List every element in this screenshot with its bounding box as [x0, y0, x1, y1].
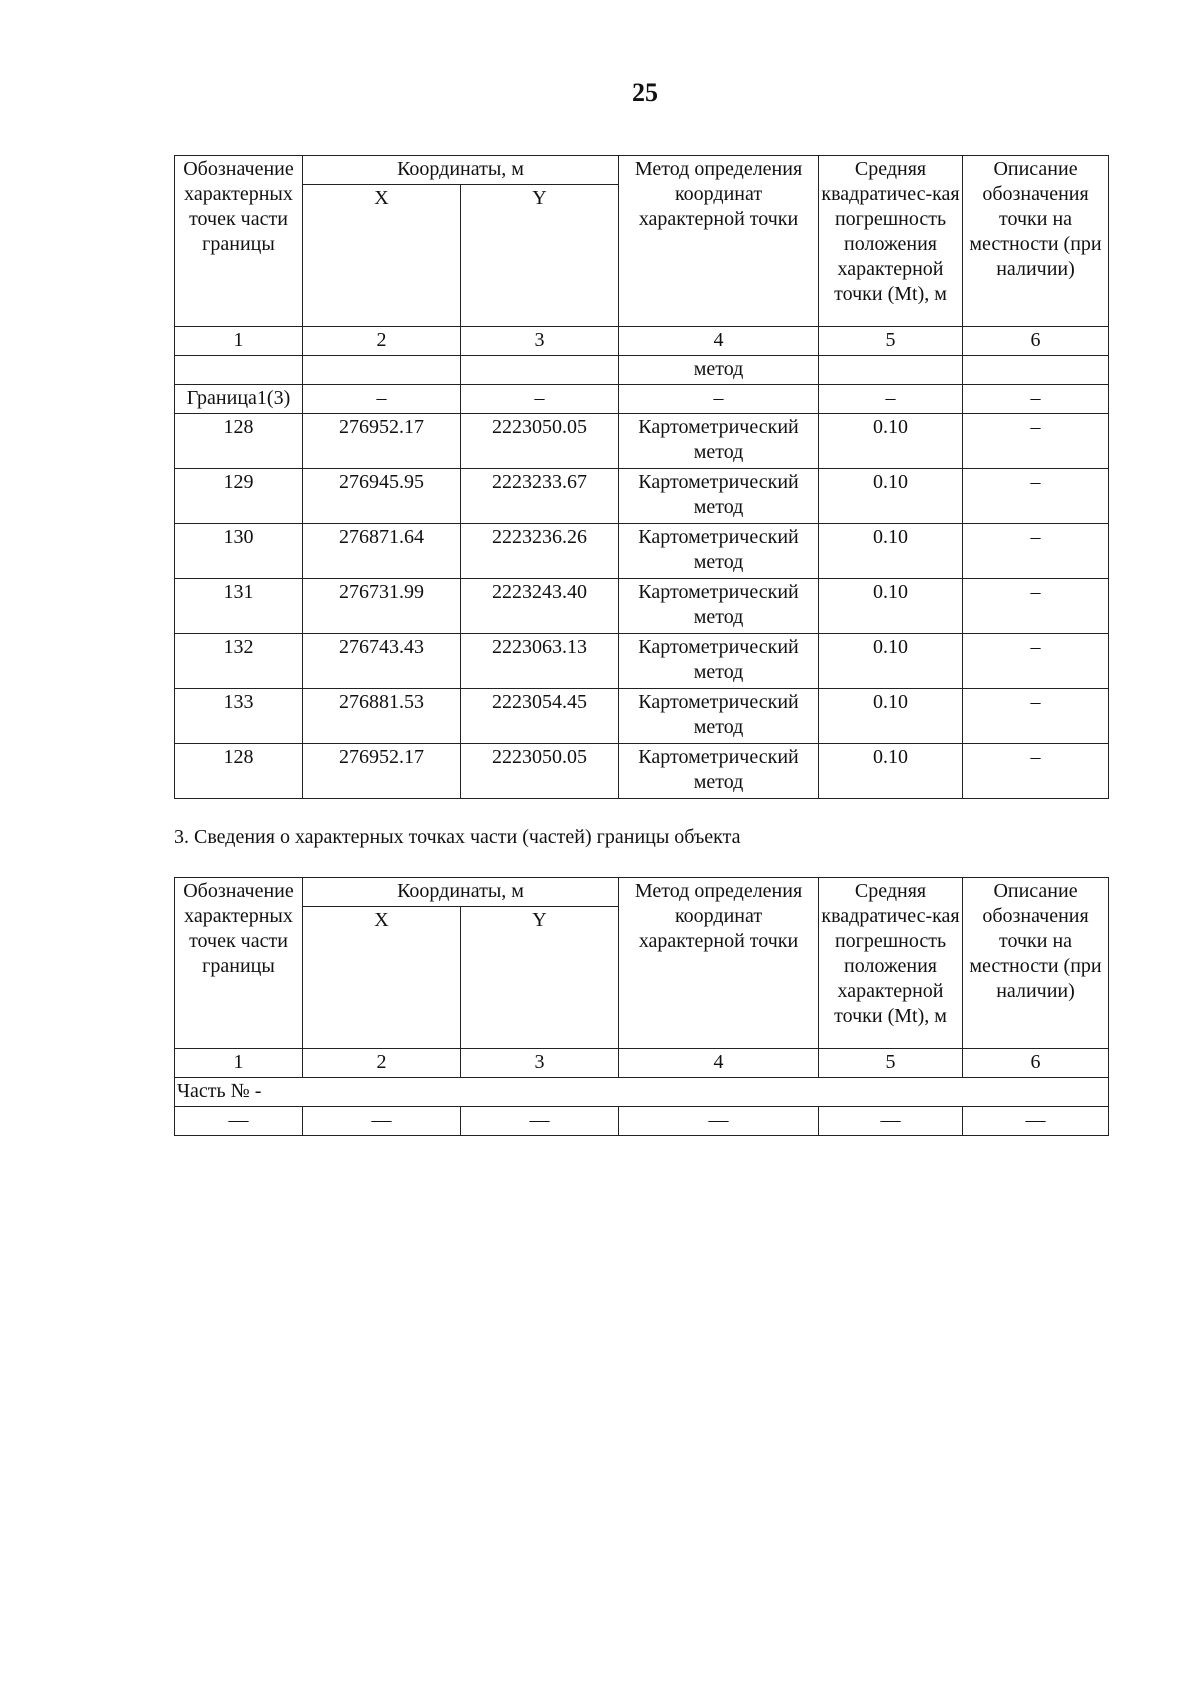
table-cell: Картометрический метод [619, 744, 819, 799]
table-cell: метод [619, 356, 819, 385]
table-cell: 0.10 [819, 524, 963, 579]
header-mt: Средняя квадратичес-кая погрешность положения характерной точки (Mt), м [819, 878, 963, 1049]
header-method: Метод определения координат характерной точки [619, 156, 819, 327]
column-number: 5 [819, 1049, 963, 1078]
table-cell: 2223236.26 [461, 524, 619, 579]
table-cell [175, 356, 303, 385]
table-cell: — [175, 1107, 303, 1136]
header-description: Описание обозначения точки на местности (при наличии) [963, 878, 1109, 1049]
boundary-points-table [174, 155, 1109, 799]
table-cell: 2223054.45 [461, 689, 619, 744]
column-number-row [175, 1049, 1109, 1078]
table-cell: 128 [175, 744, 303, 799]
table-cell: – [963, 744, 1109, 799]
table-cell: — [619, 1107, 819, 1136]
table-cell: 130 [175, 524, 303, 579]
table-cell: 131 [175, 579, 303, 634]
header-mt: Средняя квадратичес-кая погрешность положения характерной точки (Mt), м [819, 156, 963, 327]
table-cell: 276881.53 [303, 689, 461, 744]
table-cell: – [819, 385, 963, 414]
table-cell: — [303, 1107, 461, 1136]
table-cell: 0.10 [819, 579, 963, 634]
table-cell: — [963, 1107, 1109, 1136]
table-cell: 2223050.05 [461, 414, 619, 469]
table-cell: 2223233.67 [461, 469, 619, 524]
table-cell: 276871.64 [303, 524, 461, 579]
section-3-title: 3. Сведения о характерных точках части (частей) границы объекта [174, 826, 741, 848]
column-number-row [175, 327, 1109, 356]
column-number: 4 [619, 327, 819, 356]
table-cell: 0.10 [819, 414, 963, 469]
header-x: X [303, 185, 461, 327]
header-coordinates: Координаты, м [303, 878, 619, 907]
table-cell: 0.10 [819, 744, 963, 799]
table-cell: 276731.99 [303, 579, 461, 634]
table-cell: 2223063.13 [461, 634, 619, 689]
table-row [175, 524, 1109, 579]
table-cell: Картометрический метод [619, 469, 819, 524]
page-number: 25 [632, 78, 658, 107]
header-coordinates: Координаты, м [303, 156, 619, 185]
column-number: 3 [461, 327, 619, 356]
column-number: 1 [175, 327, 303, 356]
part-points-table [174, 877, 1109, 1136]
table-cell: Картометрический метод [619, 634, 819, 689]
table-cell: – [963, 469, 1109, 524]
table-cell: 133 [175, 689, 303, 744]
table-cell: – [963, 385, 1109, 414]
column-number: 1 [175, 1049, 303, 1078]
part-label: Часть № - [175, 1078, 1109, 1107]
part-row [175, 1078, 1109, 1107]
table-cell [963, 356, 1109, 385]
table-row [175, 469, 1109, 524]
table-cell: — [461, 1107, 619, 1136]
table-cell: 0.10 [819, 469, 963, 524]
table-cell: 0.10 [819, 634, 963, 689]
table-cell: 128 [175, 414, 303, 469]
table-row [175, 414, 1109, 469]
header-x: X [303, 907, 461, 1049]
table-cell: – [461, 385, 619, 414]
carry-over-row [175, 356, 1109, 385]
table-row [175, 579, 1109, 634]
table-cell: 0.10 [819, 689, 963, 744]
table-cell: Картометрический метод [619, 579, 819, 634]
header-method: Метод определения координат характерной точки [619, 878, 819, 1049]
table-cell: Картометрический метод [619, 414, 819, 469]
table-cell: 2223243.40 [461, 579, 619, 634]
table-cell: – [963, 689, 1109, 744]
header-point-designation: Обозначение характерных точек части границы [175, 156, 303, 327]
table-cell: – [963, 634, 1109, 689]
table-cell: – [619, 385, 819, 414]
header-point-designation: Обозначение характерных точек части границы [175, 878, 303, 1049]
header-y: Y [461, 907, 619, 1049]
column-number: 6 [963, 1049, 1109, 1078]
table-cell: – [963, 414, 1109, 469]
table-cell: 276743.43 [303, 634, 461, 689]
header-y: Y [461, 185, 619, 327]
table-cell [819, 356, 963, 385]
column-number: 2 [303, 327, 461, 356]
table-cell [303, 356, 461, 385]
table-cell: – [963, 524, 1109, 579]
column-number: 2 [303, 1049, 461, 1078]
table-cell: 276945.95 [303, 469, 461, 524]
header-description: Описание обозначения точки на местности (при наличии) [963, 156, 1109, 327]
table-cell: – [303, 385, 461, 414]
table-cell: 129 [175, 469, 303, 524]
table-cell [461, 356, 619, 385]
table-cell: Граница1(3) [175, 385, 303, 414]
table-cell: 276952.17 [303, 744, 461, 799]
empty-row [175, 1107, 1109, 1136]
table-cell: 276952.17 [303, 414, 461, 469]
table-row [175, 689, 1109, 744]
column-number: 3 [461, 1049, 619, 1078]
table-cell: 2223050.05 [461, 744, 619, 799]
table-row [175, 744, 1109, 799]
table-cell: – [963, 579, 1109, 634]
table-cell: 132 [175, 634, 303, 689]
table-row [175, 634, 1109, 689]
column-number: 5 [819, 327, 963, 356]
table-cell: Картометрический метод [619, 524, 819, 579]
column-number: 6 [963, 327, 1109, 356]
column-number: 4 [619, 1049, 819, 1078]
table-cell: — [819, 1107, 963, 1136]
boundary-group-row [175, 385, 1109, 414]
table-cell: Картометрический метод [619, 689, 819, 744]
